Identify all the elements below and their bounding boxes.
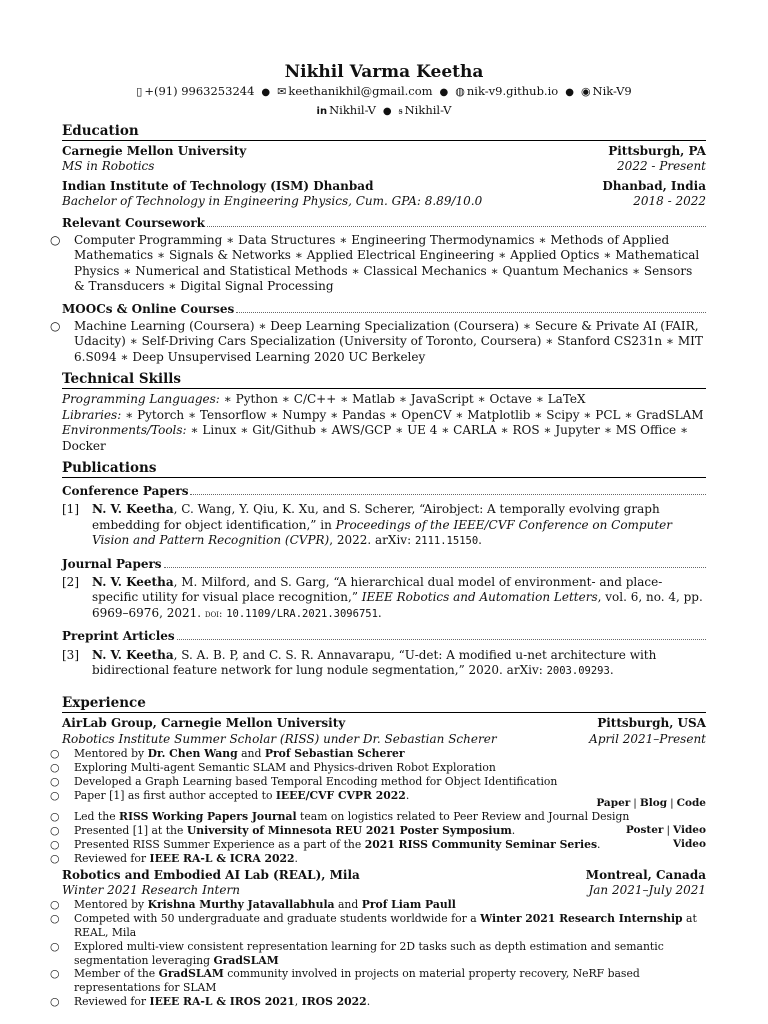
experience-bullets: [50, 747, 706, 865]
bullet-body: [50, 788, 410, 811]
github-icon: ◉: [580, 85, 591, 98]
blog-link[interactable]: Blog: [639, 796, 668, 809]
experience-role-row: [62, 883, 706, 898]
list-item: [50, 774, 706, 789]
education-entry: [62, 179, 706, 194]
video-link[interactable]: Video: [673, 824, 706, 837]
arxiv-link[interactable]: 2111.15150: [414, 535, 479, 548]
list-item: [50, 898, 706, 912]
publication-entry: [62, 502, 706, 549]
list-item: [50, 747, 706, 761]
bullet-highlight: Winter 2021 Research Internship: [480, 912, 683, 926]
bullet-body: [50, 837, 601, 852]
degree: Bachelor of Technology in Engineering Physics, Cum. GPA: 8.89/10.0: [62, 194, 483, 209]
pub-body: , S. A. B. P, and C. S. R. Annavarapu, “U-det: A modified u-net architecture with bidirectional feature network for lung nodule segmentation,” 2020. arXiv:: [92, 647, 657, 677]
coursework-text: Computer Programming ∗ Data Structures ∗ Engineering Thermodynamics ∗ Methods of Applied Mathematics ∗ Signals & Networks ∗ Applied Electrical Engineering ∗ Applied Optics ∗ Mathematical Physics ∗ Numerical and Statistical Methods ∗ Classical Mechanics ∗ Quantum Mechanics ∗ Sensors & Transducers ∗ Digital Signal Processing: [74, 233, 700, 294]
bullet-text: and: [334, 898, 362, 912]
email-text: keethanikhil@gmail.com: [288, 84, 433, 98]
arxiv-link[interactable]: 2003.09293: [546, 664, 610, 677]
section-title-education: Education: [62, 123, 706, 141]
circle-bullet-icon: ○: [50, 788, 60, 802]
bullet-highlight: GradSLAM: [213, 953, 279, 967]
poster-link[interactable]: Poster: [625, 824, 664, 837]
bullet-highlight: University of Minnesota REU 2021 Poster Symposium: [186, 824, 512, 838]
mentor-name: Prof Liam Paull: [361, 898, 456, 912]
bullet-text: .: [366, 994, 371, 1008]
bullet-highlight: IEEE/CVF CVPR 2022: [275, 788, 406, 802]
experience-section: [50, 695, 706, 1008]
school-name: Indian Institute of Technology (ISM) Dhanbad: [62, 178, 374, 193]
bullet-text: Presented RISS Summer Experience as a part of the: [74, 837, 365, 851]
pub-text: [92, 648, 706, 680]
list-item: [50, 939, 706, 968]
preprint-title: Preprint Articles: [62, 629, 175, 644]
skills-label: Environments/Tools:: [62, 423, 187, 438]
pub-text: [92, 575, 706, 622]
skills-items: ∗ Linux ∗ Git/Github ∗ AWS/GCP ∗ UE 4 ∗ CARLA ∗ ROS ∗ Jupyter ∗ MS Office ∗ Docker: [62, 423, 689, 453]
email-link[interactable]: [277, 83, 432, 100]
bullet-text: Developed a Graph Learning based Temporal Encoding method for Object Identification: [74, 774, 558, 788]
journal-title: Journal Papers: [62, 556, 162, 571]
pub-end: .: [609, 662, 614, 677]
pub-author: N. V. Keetha: [92, 502, 174, 517]
education-entry-detail: [62, 194, 706, 209]
moocs-heading: [62, 302, 706, 317]
circle-bullet-icon: ○: [50, 233, 61, 248]
experience-header: [62, 868, 706, 883]
bullet-text: .: [294, 851, 298, 865]
org-name: AirLab Group, Carnegie Mellon University: [62, 716, 346, 731]
list-item: [50, 851, 706, 866]
dotted-leader: [190, 484, 706, 495]
skills-items: ∗ Pytorch ∗ Tensorflow ∗ Numpy ∗ Pandas ∗ OpenCV ∗ Matplotlib ∗ Scipy ∗ PCL ∗ GradSLAM: [125, 407, 704, 422]
bullet-text: and: [237, 747, 265, 761]
circle-bullet-icon: ○: [50, 851, 60, 865]
website-text: nik-v9.github.io: [466, 84, 559, 98]
phone-link[interactable]: [136, 83, 254, 100]
list-item: [50, 967, 706, 995]
experience-bullets: [50, 898, 706, 1008]
publication-entry: [62, 575, 706, 622]
contact-line-2: [62, 102, 706, 120]
linkedin-icon: in: [316, 106, 328, 117]
bullet-text: .: [597, 837, 601, 851]
pub-number: [1]: [62, 502, 79, 517]
separator-dot: ●: [565, 87, 574, 98]
skills-row: [62, 392, 706, 407]
dates: 2018 - 2022: [633, 194, 706, 209]
dotted-leader: [207, 216, 706, 227]
coursework-heading: [62, 216, 706, 231]
org-location: Pittsburgh, USA: [597, 716, 706, 731]
bullet-text: Led the: [74, 810, 120, 824]
pub-end: .: [377, 605, 382, 620]
mentor-name: Prof Sebastian Scherer: [264, 747, 405, 761]
bullet-text: Reviewed for: [74, 851, 150, 865]
list-item: [50, 810, 706, 824]
scholar-text: Nikhil-V: [404, 103, 452, 117]
conference-title: Conference Papers: [62, 483, 189, 498]
github-text: Nik-V9: [592, 84, 632, 98]
preprint-heading: [62, 629, 706, 644]
link-separator: |: [666, 824, 671, 837]
section-title-skills: Technical Skills: [62, 371, 706, 389]
skills-row: [62, 423, 706, 454]
pub-end: .: [478, 533, 482, 548]
dotted-leader: [236, 302, 706, 313]
circle-bullet-icon: ○: [50, 939, 60, 953]
bullet-text: ,: [294, 994, 302, 1008]
list-item: [50, 912, 706, 940]
bullet-highlight: 2021 RISS Community Seminar Series: [364, 837, 598, 851]
education-entry: [62, 144, 706, 159]
linkedin-text: Nikhil-V: [329, 103, 376, 117]
bullet-highlight: GradSLAM: [158, 967, 224, 981]
bullet-text: community involved in projects on material property recovery, NeRF based representations for SLAM: [74, 967, 640, 995]
school-name: Carnegie Mellon University: [62, 144, 247, 158]
phone-icon: ▯: [136, 85, 143, 98]
mentor-name: Krishna Murthy Jatavallabhula: [147, 898, 335, 912]
bullet-text: Explored multi-view consistent representation learning for 2D tasks such as depth estimation and semantic segmentation leveraging: [74, 939, 664, 967]
conference-heading: [62, 484, 706, 499]
circle-bullet-icon: ○: [50, 912, 60, 926]
circle-bullet-icon: ○: [50, 967, 60, 981]
role: Robotics Institute Summer Scholar (RISS) under Dr. Sebastian Scherer: [62, 731, 497, 746]
pub-venue: Proceedings of the IEEE/CVF Conference on Computer Vision and Pattern Recognition (CVPR): [92, 517, 673, 548]
scholar-icon: ꭶ: [398, 104, 403, 117]
github-link[interactable]: [581, 83, 632, 100]
list-item: [50, 760, 706, 775]
separator-dot: ●: [439, 87, 449, 98]
circle-bullet-icon: ○: [50, 837, 60, 851]
publication-entry: [62, 648, 706, 680]
bullet-text: Exploring Multi-agent Semantic SLAM and Physics-driven Robot Exploration: [74, 760, 496, 774]
mentor-name: Dr. Chen Wang: [147, 747, 238, 761]
pub-text: [92, 502, 706, 549]
resource-links: [626, 824, 706, 838]
bullet-text: Paper [1] as first author accepted to: [74, 788, 276, 802]
scholar-link[interactable]: [399, 102, 452, 119]
bullet-text: Mentored by: [74, 898, 148, 912]
pub-tail: , 2022. arXiv:: [329, 533, 415, 548]
candidate-name: Nikhil Varma Keetha: [284, 62, 484, 82]
dotted-leader: [177, 629, 706, 640]
education-section: [50, 123, 706, 365]
skills-label: Libraries:: [62, 407, 122, 422]
bullet-highlight: IROS 2022: [301, 994, 367, 1008]
degree: MS in Robotics: [62, 159, 155, 174]
bullet-text: Member of the: [74, 967, 159, 981]
circle-bullet-icon: ○: [50, 810, 60, 824]
pub-tail: , vol. 6, no. 4, pp. 6969–6976, 2021.: [92, 590, 703, 620]
globe-icon: ◍: [455, 85, 465, 98]
resource-links: [673, 838, 706, 852]
bullet-text: at REAL, Mila: [74, 912, 697, 939]
separator-dot: ●: [261, 87, 271, 98]
doi-link[interactable]: 10.1109/LRA.2021.3096751: [226, 607, 378, 620]
bullet-text: .: [405, 788, 410, 802]
education-entry-detail: [62, 159, 706, 174]
org-name: Robotics and Embodied AI Lab (REAL), Mila: [62, 867, 360, 882]
bullet-text: team on logistics related to Peer Review and Journal Design: [296, 810, 630, 824]
bullet-highlight: IEEE RA-L & IROS 2021: [149, 994, 295, 1008]
circle-bullet-icon: ○: [50, 319, 61, 334]
dotted-leader: [164, 557, 706, 568]
list-item: [50, 994, 706, 1009]
journal-heading: [62, 557, 706, 572]
skills-section: [62, 371, 706, 454]
coursework-list: [50, 233, 706, 295]
bullet-highlight: IEEE RA-L & ICRA 2022: [149, 851, 295, 865]
bullet-body: [50, 824, 516, 838]
paper-link[interactable]: Paper: [596, 796, 631, 809]
pub-number: [3]: [62, 647, 79, 662]
dates: 2022 - Present: [617, 159, 706, 174]
skills-row: [62, 408, 706, 423]
list-item: [50, 788, 706, 811]
code-link[interactable]: Code: [676, 796, 706, 809]
moocs-title: MOOCs & Online Courses: [62, 301, 235, 316]
pub-venue: IEEE Robotics and Automation Letters: [361, 590, 598, 605]
pub-number: [2]: [62, 574, 79, 589]
bullet-text: Presented [1] at the: [74, 824, 187, 838]
circle-bullet-icon: ○: [50, 760, 60, 774]
bullet-text: Mentored by: [74, 747, 148, 761]
school-location: Dhanbad, India: [602, 178, 706, 193]
experience-role-row: [62, 732, 706, 747]
role: Winter 2021 Research Intern: [62, 882, 240, 897]
separator-dot: ●: [382, 106, 392, 117]
section-title-experience: Experience: [62, 695, 706, 713]
moocs-list: [50, 319, 706, 365]
website-link[interactable]: [455, 83, 558, 100]
circle-bullet-icon: ○: [50, 898, 60, 912]
school-location: Pittsburgh, PA: [608, 144, 706, 158]
pub-author: N. V. Keetha: [92, 647, 174, 662]
circle-bullet-icon: ○: [50, 824, 60, 838]
circle-bullet-icon: ○: [50, 747, 60, 761]
bullet-text: .: [511, 824, 516, 838]
circle-bullet-icon: ○: [50, 994, 60, 1008]
pub-author: N. V. Keetha: [92, 574, 174, 589]
video-link[interactable]: Video: [673, 837, 706, 850]
coursework-title: Relevant Coursework: [62, 215, 205, 230]
link-separator: |: [633, 796, 637, 809]
dates: Jan 2021–July 2021: [588, 882, 706, 897]
doi-label: doi:: [204, 608, 223, 620]
contact-line-1: [62, 83, 706, 101]
skills-items: ∗ Python ∗ C/C++ ∗ Matlab ∗ JavaScript ∗ Octave ∗ LaTeX: [223, 392, 586, 407]
linkedin-link[interactable]: [317, 102, 376, 120]
bullet-highlight: RISS Working Papers Journal: [119, 810, 297, 824]
list-item: [50, 837, 706, 852]
bullet-text: Reviewed for: [74, 994, 150, 1008]
org-location: Montreal, Canada: [585, 867, 706, 882]
experience-header: [62, 716, 706, 731]
list-item: [50, 824, 706, 838]
resource-links: [596, 797, 706, 811]
pub-body: , C. Wang, Y. Qiu, K. Xu, and S. Scherer, “Airobject: A temporally evolving graph embedding for object identification,” in: [92, 502, 660, 532]
dates: April 2021–Present: [589, 731, 706, 746]
publications-section: [62, 460, 706, 679]
bullet-text: Competed with 50 undergraduate and graduate students worldwide for a: [74, 912, 481, 926]
mail-icon: ✉: [277, 85, 287, 98]
phone-text: +(91) 9963253244: [144, 84, 255, 98]
moocs-text: Machine Learning (Coursera) ∗ Deep Learning Specialization (Coursera) ∗ Secure & Private AI (FAIR, Udacity) ∗ Self-Driving Cars Specialization (University of Toronto, Coursera) ∗ Stanford CS231n ∗ MIT 6.S094 ∗ Deep Unsupervised Learning 2020 UC Berkeley: [74, 319, 703, 364]
link-separator: |: [670, 796, 674, 809]
pub-body: , M. Milford, and S. Garg, “A hierarchical dual model of environment- and place-specific utility for visual place recognition,”: [92, 574, 663, 605]
skills-label: Programming Languages:: [62, 392, 220, 407]
section-title-publications: Publications: [62, 460, 706, 478]
circle-bullet-icon: ○: [50, 774, 60, 788]
